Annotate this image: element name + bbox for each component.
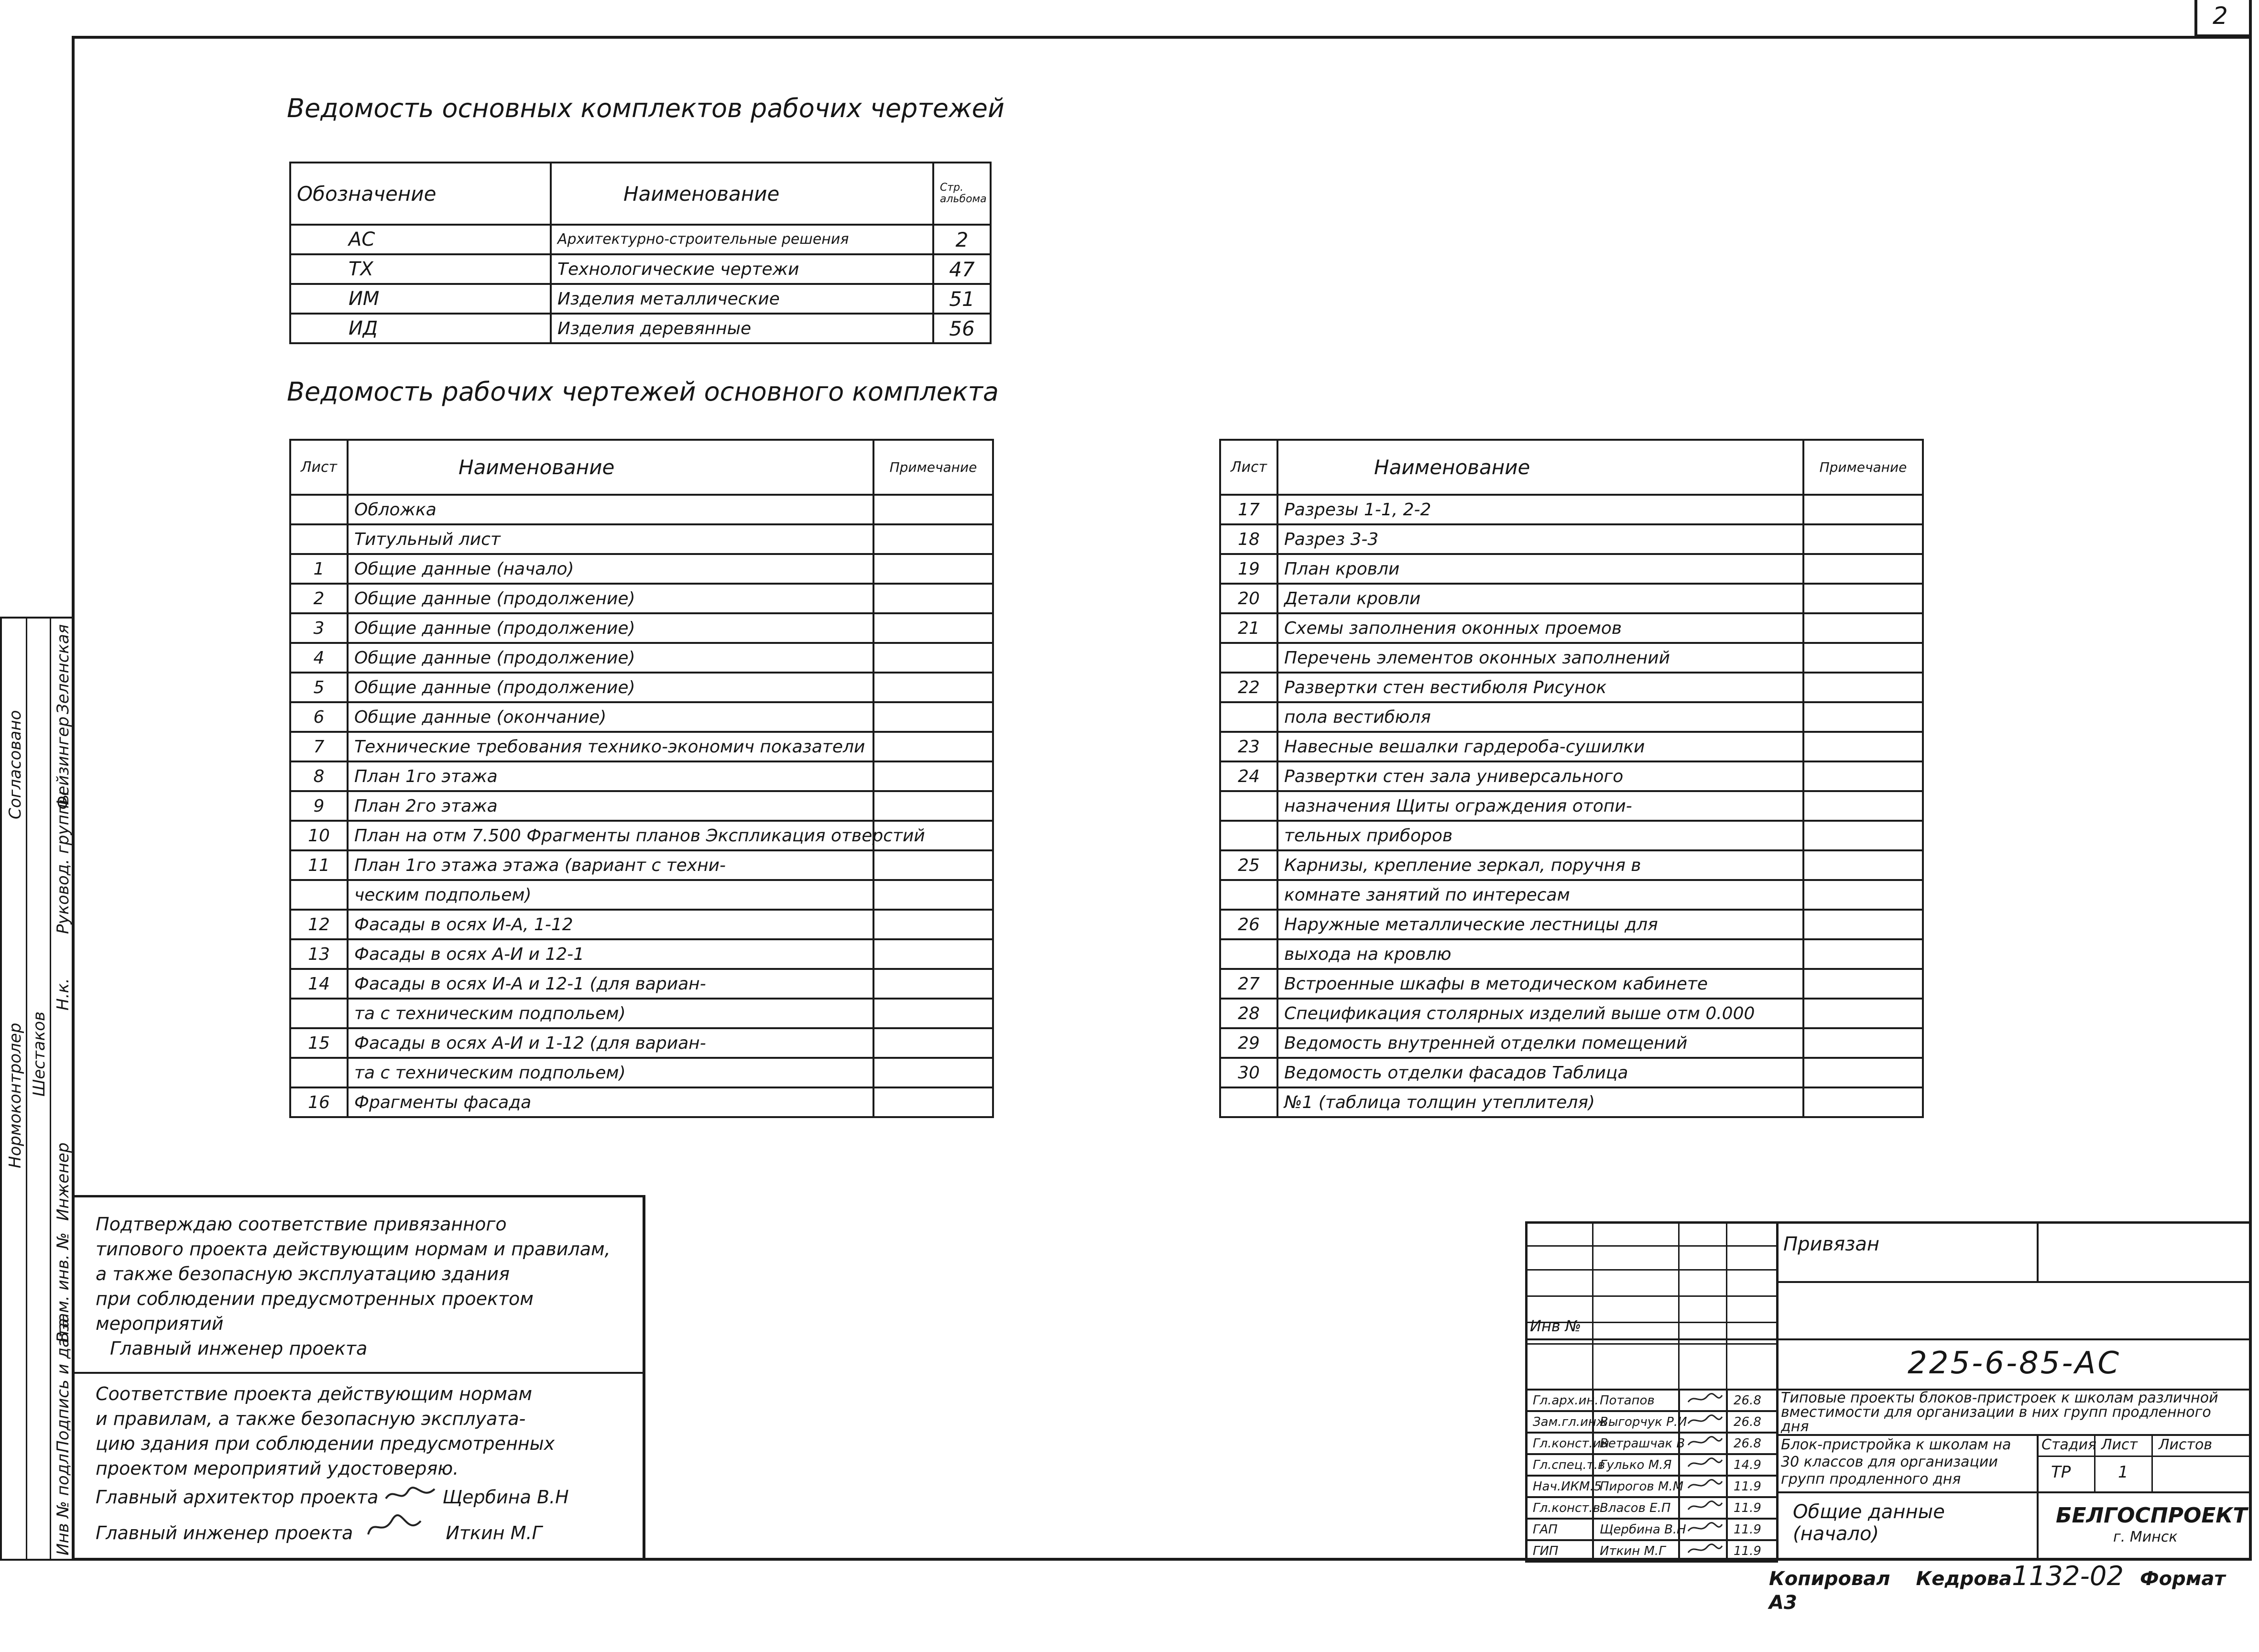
signer-name: Гулько М.Я (1593, 1454, 1679, 1476)
stage-value: ТР (2051, 1463, 2071, 1482)
signature-scribble (384, 1484, 437, 1508)
sheet-number-cell (1220, 1087, 1277, 1117)
sheets-header-name: Наименование (348, 440, 873, 495)
sheet-name-cell: Фасады в осях А-И и 1-12 (для вариан- (348, 1028, 873, 1058)
sheet-note-cell (873, 613, 993, 643)
signer-name: Щербина В.Н (1593, 1519, 1679, 1540)
sheet-name-cell: Общие данные (окончание) (348, 702, 873, 732)
signer-signature (1679, 1476, 1727, 1497)
signer-name: Ветрашчак В (1593, 1433, 1679, 1454)
title-block-name-divider (1776, 1491, 2252, 1493)
complects-code: ИМ (290, 284, 551, 314)
sheet-note-cell (873, 584, 993, 613)
sheet-name-cell: Развертки стен вестибюля Рисунок (1277, 673, 1803, 702)
sheet-number-cell (290, 999, 348, 1028)
sheet-note-cell (1803, 761, 1923, 791)
complects-page: 2 (933, 225, 991, 254)
side-stamp-col-divider (26, 619, 27, 1559)
complects-code: ИД (290, 314, 551, 343)
sheet-row (290, 732, 993, 761)
sheet-name-cell: Перечень элементов оконных заполнений (1277, 643, 1803, 673)
sheet-row (290, 702, 993, 732)
complects-name: Архитектурно-строительные решения (551, 225, 933, 254)
sheet-number-cell (1220, 939, 1277, 969)
sheet-row (1220, 554, 1923, 584)
sheet-row (290, 1087, 993, 1117)
sheet-row (1220, 1058, 1923, 1087)
sheet-note-cell (1803, 821, 1923, 850)
side-stamp-cell: Инженер (54, 1142, 73, 1221)
sheet-number-cell: 18 (1220, 524, 1277, 554)
sheet-name-cell: та с техническим подпольем) (348, 999, 873, 1028)
certification-line: проектом мероприятий удостоверяю. (96, 1458, 459, 1479)
sheet-note-cell (873, 761, 993, 791)
sheet-note-cell (873, 850, 993, 880)
signer-date: 11.9 (1727, 1540, 1777, 1562)
signer-date: 11.9 (1727, 1497, 1777, 1519)
signer-row (1526, 1476, 1777, 1497)
sheet-note-cell (873, 524, 993, 554)
signer-signature (1679, 1497, 1727, 1519)
sheet-number-cell: 14 (290, 969, 348, 999)
drawing-name: Общие данные (начало) (1793, 1501, 1945, 1545)
sheet-name-cell: Наружные металлические лестницы для (1277, 910, 1803, 939)
sheet-name-cell: План кровли (1277, 554, 1803, 584)
signature-scribble (359, 1515, 440, 1543)
signer-name: Иткин М.Г (1593, 1540, 1679, 1562)
complects-table (289, 162, 992, 344)
sheet-number-cell: 30 (1220, 1058, 1277, 1087)
complects-name: Технологические чертежи (551, 254, 933, 284)
sheet-row (290, 910, 993, 939)
sheet-number-cell: 12 (290, 910, 348, 939)
drawing-code: 225-6-85-АС (1908, 1346, 2121, 1381)
sheet-name-cell: ческим подпольем) (348, 880, 873, 910)
sheet-name-cell: пола вестибюля (1277, 702, 1803, 732)
signer-row (1526, 1454, 1777, 1476)
sheet-note-cell (1803, 495, 1923, 524)
block-title: Блок-пристройка к школам на 30 классов для организации групп продленного дня (1781, 1436, 2011, 1488)
sheets-table-right (1219, 439, 1924, 1118)
sheet-name-cell: Разрезы 1-1, 2-2 (1277, 495, 1803, 524)
signer-role: Гл.конст.ин (1526, 1433, 1593, 1454)
project-title: Типовые проекты блоков-пристроек к школам различной вместимости для организации в них групп продленного дня (1781, 1390, 2218, 1435)
signer-date: 11.9 (1727, 1519, 1777, 1540)
sheet-number: 2 (2213, 2, 2228, 30)
signer-date: 26.8 (1727, 1390, 1777, 1411)
signer-role: ГИП (1526, 1540, 1593, 1562)
sheet-row (1220, 673, 1923, 702)
signer-signature (1679, 1519, 1727, 1540)
sheet-row (1220, 791, 1923, 821)
org-city: г. Минск (2113, 1529, 2178, 1545)
sheet-number-cell (290, 1058, 348, 1087)
complects-code: ТХ (290, 254, 551, 284)
sheet-number-cell (1220, 791, 1277, 821)
sheet-number-cell (290, 880, 348, 910)
complects-page: 47 (933, 254, 991, 284)
side-stamp-cell: Зеленская (54, 624, 73, 714)
complects-code: АС (290, 225, 551, 254)
sheet-row (290, 761, 993, 791)
sheets-header-n: Лист (1220, 440, 1277, 495)
signer-role: Гл.спец.т.в (1526, 1454, 1593, 1476)
title-block-mid-divider (1776, 1434, 2252, 1436)
signer-role: Зам.гл.инж (1526, 1411, 1593, 1433)
sheet-name-cell: Общие данные (продолжение) (348, 613, 873, 643)
sheet-row (1220, 910, 1923, 939)
sheet-note-cell (1803, 850, 1923, 880)
sheet-number-cell: 26 (1220, 910, 1277, 939)
sheet-number-cell (290, 495, 348, 524)
title-block-grid (1525, 1221, 1776, 1391)
side-stamp-cell: Подпись и дата (54, 1318, 73, 1453)
sheet-number-cell: 6 (290, 702, 348, 732)
sheets-list-title: Ведомость рабочих чертежей основного комплекта (287, 377, 999, 407)
sheets-table-left (289, 439, 994, 1118)
sheets-header-note: Примечание (873, 440, 993, 495)
certification-line: и правилам, а также безопасную эксплуата- (96, 1408, 526, 1429)
sheet-name-cell: Детали кровли (1277, 584, 1803, 613)
sheet-name-cell: Титульный лист (348, 524, 873, 554)
signer-date: 26.8 (1727, 1411, 1777, 1433)
sheet-name-cell: Обложка (348, 495, 873, 524)
signer-role: Нач.ИКМ.5 (1526, 1476, 1593, 1497)
sheet-row (290, 1058, 993, 1087)
sheet-name-cell: План на отм 7.500 Фрагменты планов Экспликация отверстий (348, 821, 873, 850)
side-stamp-cell: Взам. инв. № (54, 1232, 73, 1343)
signer-signature (1679, 1540, 1727, 1562)
sheet-name-cell: выхода на кровлю (1277, 939, 1803, 969)
signer-role: Гл.арх.ин. (1526, 1390, 1593, 1411)
confirmation-signer: Главный инженер проекта (110, 1338, 368, 1359)
sheet-row (1220, 999, 1923, 1028)
sheet-row (1220, 1087, 1923, 1117)
sheet-number-cell: 1 (290, 554, 348, 584)
complects-name: Изделия металлические (551, 284, 933, 314)
sheet-number-cell: 25 (1220, 850, 1277, 880)
chief-architect-name: Щербина В.Н (442, 1487, 569, 1508)
sheet-number-cell: 5 (290, 673, 348, 702)
sheet-number-cell: 8 (290, 761, 348, 791)
stage-label: Стадия (2041, 1436, 2097, 1453)
sheet-number-cell: 15 (290, 1028, 348, 1058)
signer-date: 14.9 (1727, 1454, 1777, 1476)
sheet-name-cell: План 1го этажа этажа (вариант с техни- (348, 850, 873, 880)
sheet-name-cell: Общие данные (продолжение) (348, 673, 873, 702)
sheet-name-cell: Ведомость внутренней отделки помещений (1277, 1028, 1803, 1058)
side-stamp-col-divider (50, 619, 51, 1559)
sheet-row (1220, 613, 1923, 643)
sheet-number-cell (1220, 702, 1277, 732)
inv-label: Инв № (1530, 1317, 1582, 1335)
sheet-name-cell: Разрез 3-3 (1277, 524, 1803, 554)
title-block-linked-right (2037, 1221, 2039, 1281)
sheet-note-cell (873, 1087, 993, 1117)
sheet-note-cell (873, 791, 993, 821)
sheet-note-cell (1803, 732, 1923, 761)
sheet-name-cell: комнате занятий по интересам (1277, 880, 1803, 910)
confirmation-line: при соблюдении предусмотренных проектом (96, 1288, 534, 1309)
sheet-note-cell (1803, 1087, 1923, 1117)
side-stamp-cell: Инв № подл. (54, 1448, 73, 1555)
sheet-row (290, 613, 993, 643)
side-stamp-cell: Нормоконтролер (6, 1022, 25, 1168)
sheet-note-cell (1803, 910, 1923, 939)
sheet-note-cell (873, 643, 993, 673)
sheet-number-cell (1220, 821, 1277, 850)
signer-row (1526, 1519, 1777, 1540)
sheet-number-cell: 24 (1220, 761, 1277, 791)
sheet-number-cell: 9 (290, 791, 348, 821)
sheet-row (1220, 732, 1923, 761)
signer-name: Пирогов М.М (1593, 1476, 1679, 1497)
signer-row (1526, 1497, 1777, 1519)
title-block-stage-col (2151, 1434, 2153, 1491)
sheet-row (290, 524, 993, 554)
side-stamp-cell: Руковод. группы (54, 791, 73, 934)
sheet-row (290, 821, 993, 850)
sheet-label: Лист (2101, 1436, 2138, 1453)
sheet-number-cell: 21 (1220, 613, 1277, 643)
sheet-name-cell: Общие данные (продолжение) (348, 643, 873, 673)
signer-signature (1679, 1454, 1727, 1476)
sheet-row (290, 791, 993, 821)
title-block-code-divider (1525, 1338, 2252, 1340)
sheet-note-cell (873, 910, 993, 939)
signer-row (1526, 1433, 1777, 1454)
side-stamp-cell: Н.к. (54, 978, 73, 1011)
sheet-name-cell: План 2го этажа (348, 791, 873, 821)
sheet-note-cell (873, 673, 993, 702)
sheet-name-cell: Общие данные (продолжение) (348, 584, 873, 613)
sheet-name-cell: Навесные вешалки гардероба-сушилки (1277, 732, 1803, 761)
complects-page: 56 (933, 314, 991, 343)
sheet-row (1220, 850, 1923, 880)
sheet-row (1220, 495, 1923, 524)
sheet-value: 1 (2118, 1463, 2128, 1482)
sheet-note-cell (873, 702, 993, 732)
sheet-name-cell: Фрагменты фасада (348, 1087, 873, 1117)
sheet-number-cell: 4 (290, 643, 348, 673)
sheet-number-cell (1220, 880, 1277, 910)
sheet-number-cell: 2 (290, 584, 348, 613)
sheet-row (290, 495, 993, 524)
sheet-number-cell (290, 524, 348, 554)
sheet-row (290, 969, 993, 999)
certification-line: Соответствие проекта действующим нормам (96, 1383, 533, 1404)
signer-signature (1679, 1390, 1727, 1411)
complects-header-code: Обозначение (290, 163, 551, 225)
sheet-row (290, 673, 993, 702)
sheet-note-cell (873, 732, 993, 761)
signer-signature (1679, 1411, 1727, 1433)
title-block-linked-divider (1776, 1281, 2252, 1283)
side-stamp-cell: Согласовано (6, 710, 25, 819)
sheet-note-cell (1803, 673, 1923, 702)
sheet-row (290, 939, 993, 969)
sheet-note-cell (873, 1058, 993, 1087)
sheet-name-cell: тельных приборов (1277, 821, 1803, 850)
sheet-name-cell: Встроенные шкафы в методическом кабинете (1277, 969, 1803, 999)
footer-number: 1132-02 (2012, 1561, 2124, 1592)
sheet-note-cell (1803, 999, 1923, 1028)
signer-name: Власов Е.П (1593, 1497, 1679, 1519)
confirmation-divider (72, 1372, 645, 1374)
chief-architect-line (96, 1484, 569, 1508)
sheet-row (1220, 821, 1923, 850)
sheets-label: Листов (2159, 1436, 2213, 1453)
sheet-row (1220, 969, 1923, 999)
sheet-note-cell (1803, 554, 1923, 584)
complects-name: Изделия деревянные (551, 314, 933, 343)
sheet-name-cell: та с техническим подпольем) (348, 1058, 873, 1087)
sheet-name-cell: План 1го этажа (348, 761, 873, 791)
sheet-number-cell: 22 (1220, 673, 1277, 702)
sheet-name-cell: Фасады в осях И-А, 1-12 (348, 910, 873, 939)
sheet-note-cell (873, 939, 993, 969)
complects-header-name: Наименование (551, 163, 933, 225)
linked-label: Привязан (1783, 1233, 1880, 1255)
sheet-note-cell (873, 495, 993, 524)
sheet-name-cell: Фасады в осях А-И и 12-1 (348, 939, 873, 969)
sheet-name-cell: Развертки стен зала универсального (1277, 761, 1803, 791)
sheet-name-cell: Спецификация столярных изделий выше отм 0.000 (1277, 999, 1803, 1028)
signer-signature (1679, 1433, 1727, 1454)
complects-header-page: Стр. альбома (933, 163, 991, 225)
sheet-number-cell: 19 (1220, 554, 1277, 584)
signer-role: ГАП (1526, 1519, 1593, 1540)
sheet-number-cell: 10 (290, 821, 348, 850)
side-stamp-cell: Фейзингер (54, 716, 73, 810)
sheet-number-cell: 20 (1220, 584, 1277, 613)
sheet-number-cell: 17 (1220, 495, 1277, 524)
sheets-header-n: Лист (290, 440, 348, 495)
chief-engineer-line (96, 1515, 542, 1543)
sheet-note-cell (1803, 939, 1923, 969)
signer-row (1526, 1390, 1777, 1411)
org-name: БЕЛГОСПРОЕКТ (2056, 1503, 2248, 1528)
signer-row (1526, 1540, 1777, 1562)
sheet-row (290, 880, 993, 910)
sheet-row (1220, 1028, 1923, 1058)
sheet-row (290, 850, 993, 880)
sheet-note-cell (1803, 880, 1923, 910)
sheet-note-cell (1803, 643, 1923, 673)
chief-architect-label: Главный архитектор проекта (96, 1487, 379, 1508)
sheet-row (290, 643, 993, 673)
signer-role: Гл.конст.в (1526, 1497, 1593, 1519)
side-stamp (0, 617, 72, 1561)
sheet-row (1220, 643, 1923, 673)
certification-text (96, 1381, 555, 1481)
sheet-row (1220, 939, 1923, 969)
sheet-number-cell: 3 (290, 613, 348, 643)
sheet-name-cell: Схемы заполнения оконных проемов (1277, 613, 1803, 643)
sheet-number-cell: 13 (290, 939, 348, 969)
sheet-note-cell (1803, 524, 1923, 554)
confirmation-line: типового проекта действующим нормам и правилам, (96, 1239, 611, 1260)
sheet-row (290, 1028, 993, 1058)
sheet-note-cell (1803, 791, 1923, 821)
signer-date: 26.8 (1727, 1433, 1777, 1454)
footer-copied: Копировал (1769, 1568, 1890, 1590)
chief-engineer-label: Главный инженер проекта (96, 1522, 353, 1543)
side-stamp-cell: Шестаков (30, 1011, 49, 1097)
sheet-number-cell: 16 (290, 1087, 348, 1117)
sheet-note-cell (1803, 584, 1923, 613)
sheet-note-cell (873, 880, 993, 910)
sheet-name-cell: №1 (таблица толщин утеплителя) (1277, 1087, 1803, 1117)
sheet-name-cell: Фасады в осях И-А и 12-1 (для вариан- (348, 969, 873, 999)
complects-title: Ведомость основных комплектов рабочих чертежей (287, 93, 1004, 123)
footer-name: Кедрова (1916, 1568, 2012, 1590)
signer-name: Потапов (1593, 1390, 1679, 1411)
sheets-header-name: Наименование (1277, 440, 1803, 495)
signers-table (1525, 1389, 1778, 1563)
sheet-note-cell (1803, 1028, 1923, 1058)
sheet-number-cell: 27 (1220, 969, 1277, 999)
sheet-name-cell: назначения Щиты ограждения отопи- (1277, 791, 1803, 821)
signer-name: Выгорчук Р.И (1593, 1411, 1679, 1433)
sheet-row (1220, 524, 1923, 554)
signer-row (1526, 1411, 1777, 1433)
sheet-note-cell (1803, 969, 1923, 999)
certification-line: цию здания при соблюдении предусмотренных (96, 1433, 555, 1454)
sheet-note-cell (873, 1028, 993, 1058)
sheet-name-cell: Общие данные (начало) (348, 554, 873, 584)
sheet-number-cell: 7 (290, 732, 348, 761)
signer-date: 11.9 (1727, 1476, 1777, 1497)
sheet-number-cell: 29 (1220, 1028, 1277, 1058)
title-block-stage-left (2037, 1434, 2039, 1561)
sheet-number-cell: 28 (1220, 999, 1277, 1028)
sheet-number-cell: 11 (290, 850, 348, 880)
sheet-row (1220, 702, 1923, 732)
sheet-name-cell: Карнизы, крепление зеркал, поручня в (1277, 850, 1803, 880)
chief-engineer-name: Иткин М.Г (446, 1522, 542, 1543)
confirmation-line: а также безопасную эксплуатацию здания (96, 1263, 510, 1284)
sheet-row (1220, 584, 1923, 613)
sheet-number-cell (1220, 643, 1277, 673)
sheet-note-cell (873, 554, 993, 584)
title-block-stage-row (2037, 1456, 2252, 1457)
sheet-name-cell: Технические требования технико-экономич показатели (348, 732, 873, 761)
sheet-note-cell (1803, 1058, 1923, 1087)
footer-format: Формат А3 (1769, 1568, 2226, 1614)
sheet-row (290, 554, 993, 584)
sheet-row (1220, 761, 1923, 791)
sheet-row (1220, 880, 1923, 910)
confirmation-text (96, 1212, 611, 1361)
sheet-note-cell (873, 999, 993, 1028)
sheet-row (290, 999, 993, 1028)
confirmation-line: мероприятий (96, 1313, 224, 1334)
sheet-note-cell (1803, 702, 1923, 732)
sheet-name-cell: Ведомость отделки фасадов Таблица (1277, 1058, 1803, 1087)
sheets-header-note: Примечание (1803, 440, 1923, 495)
sheet-row (290, 584, 993, 613)
sheet-note-cell (873, 969, 993, 999)
complects-page: 51 (933, 284, 991, 314)
sheet-number-cell: 23 (1220, 732, 1277, 761)
confirmation-line: Подтверждаю соответствие привязанного (96, 1214, 507, 1235)
sheet-note-cell (1803, 613, 1923, 643)
footer-line (1769, 1561, 2259, 1614)
